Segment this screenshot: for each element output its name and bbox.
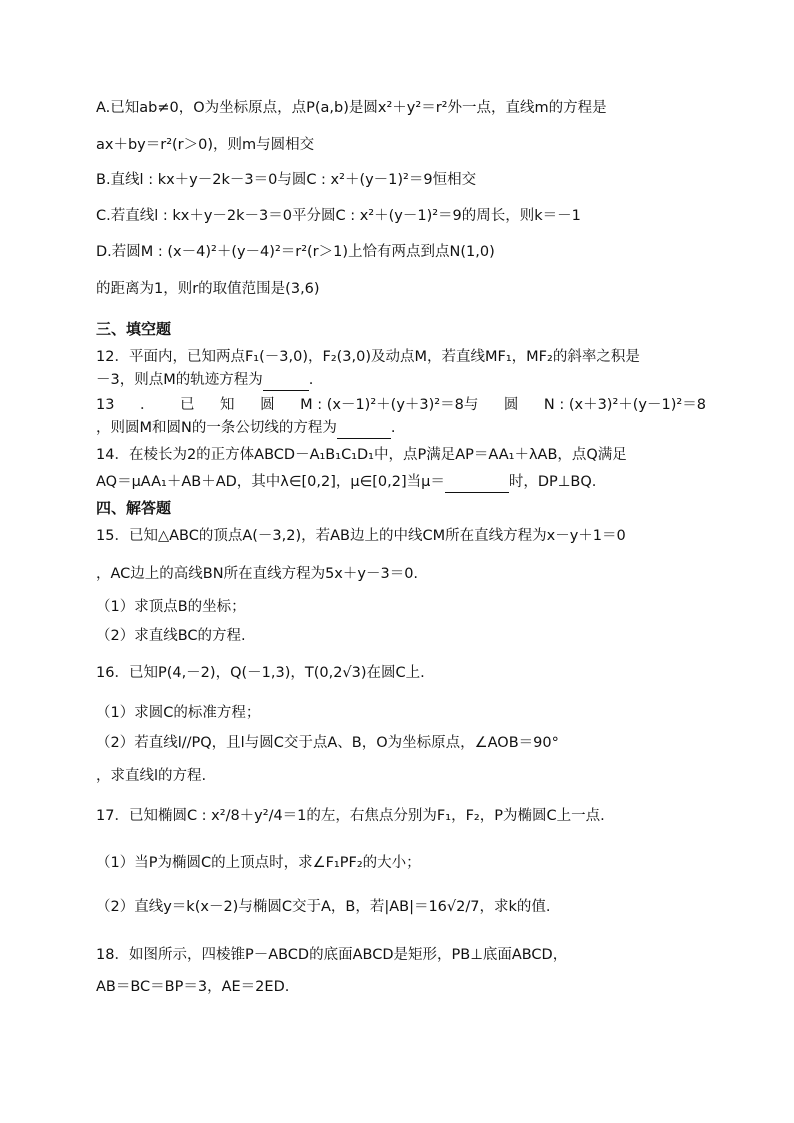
q13-part: 圆 [503, 397, 519, 413]
q15-line-2: ，AC边上的高线BN所在直线方程为5x＋y－3＝0. [96, 566, 419, 582]
q13-line-2 [96, 418, 706, 439]
q16-part-2-line-1: （2）若直线l//PQ，且l与圆C交于点A、B，O为坐标原点，∠AOB＝90° [96, 735, 559, 751]
option-a-line-1: A.已知ab≠0，O为坐标原点，点P(a,b)是圆x²＋y²＝r²外一点，直线m的方程是 [96, 100, 607, 116]
q12-line-1: 12．平面内，已知两点F₁(－3,0)，F₂(3,0)及动点M，若直线MF₁，MF₂的斜率之积是 [96, 349, 640, 365]
q12-line-2 [96, 370, 706, 391]
q13-spread-text [96, 395, 706, 415]
q16-part-1: （1）求圆C的标准方程； [96, 705, 261, 721]
q12-period: . [308, 372, 314, 388]
section-solve-heading: 四、解答题 [96, 499, 172, 517]
q13-part: ． [139, 397, 155, 413]
option-a-line-2: ax＋by＝r²(r＞0)，则m与圆相交 [96, 137, 315, 153]
q13-circle-n: N : (x＋3)²＋(y－1)²＝8 [543, 397, 706, 413]
q15-part-1: （1）求顶点B的坐标； [96, 599, 246, 615]
section-fill-in-heading: 三、填空题 [96, 320, 172, 338]
q15-part-2: （2）求直线BC的方程. [96, 628, 246, 644]
q13-part: 13 [96, 397, 115, 413]
q14-text: AQ＝μAA₁＋AB＋AD，其中λ∈[0,2]，μ∈[0,2]当μ＝ [96, 474, 445, 490]
q13-text: ，则圆M和圆N的一条公切线的方程为 [96, 420, 337, 436]
q12-answer-blank [263, 370, 309, 391]
q13-part: 知 [220, 397, 235, 413]
q14-text-end: 时，DP⊥BQ. [508, 474, 597, 490]
option-c: C.若直线l : kx＋y－2k－3＝0平分圆C : x²＋(y－1)²＝9的周长，则k＝－1 [96, 208, 581, 224]
q13-part: 圆 [260, 397, 275, 413]
q14-answer-blank [445, 472, 509, 493]
q18-line-2: AB＝BC＝BP＝3，AE＝2ED. [96, 979, 290, 995]
q17-part-2: （2）直线y＝k(x－2)与椭圆C交于A，B，若|AB|＝16√2/7，求k的值. [96, 899, 551, 915]
q13-part: 已 [180, 397, 195, 413]
q14-line-1: 14．在棱长为2的正方体ABCD－A₁B₁C₁D₁中，点P满足AP＝AA₁＋λAB，点Q满足 [96, 447, 627, 463]
q18-line-1: 18．如图所示，四棱锥P－ABCD的底面ABCD是矩形，PB⊥底面ABCD， [96, 947, 568, 963]
q17-line-1: 17．已知椭圆C : x²/8＋y²/4＝1的左，右焦点分别为F₁，F₂，P为椭圆C上一点. [96, 808, 605, 824]
q13-answer-blank [337, 418, 391, 439]
q16-line-1: 16．已知P(4,－2)，Q(－1,3)，T(0,2√3)在圆C上. [96, 665, 425, 681]
q13-line-1 [96, 395, 706, 415]
q16-part-2-line-2: ，求直线l的方程. [96, 768, 207, 784]
q15-line-1: 15．已知△ABC的顶点A(－3,2)，若AB边上的中线CM所在直线方程为x－y＋1＝0 [96, 528, 626, 544]
option-d-line-2: 的距离为1，则r的取值范围是(3,6) [96, 281, 320, 297]
q13-period: . [390, 420, 396, 436]
option-b: B.直线l : kx＋y－2k－3＝0与圆C : x²＋(y－1)²＝9恒相交 [96, 172, 477, 188]
q12-text: －3，则点M的轨迹方程为 [96, 372, 263, 388]
q14-line-2 [96, 472, 706, 493]
q13-circle-m: M : (x－1)²＋(y＋3)²＝8与 [300, 397, 479, 413]
q17-part-1: （1）当P为椭圆C的上顶点时，求∠F₁PF₂的大小； [96, 855, 421, 871]
option-d-line-1: D.若圆M : (x－4)²＋(y－4)²＝r²(r＞1)上恰有两点到点N(1,0) [96, 244, 495, 260]
